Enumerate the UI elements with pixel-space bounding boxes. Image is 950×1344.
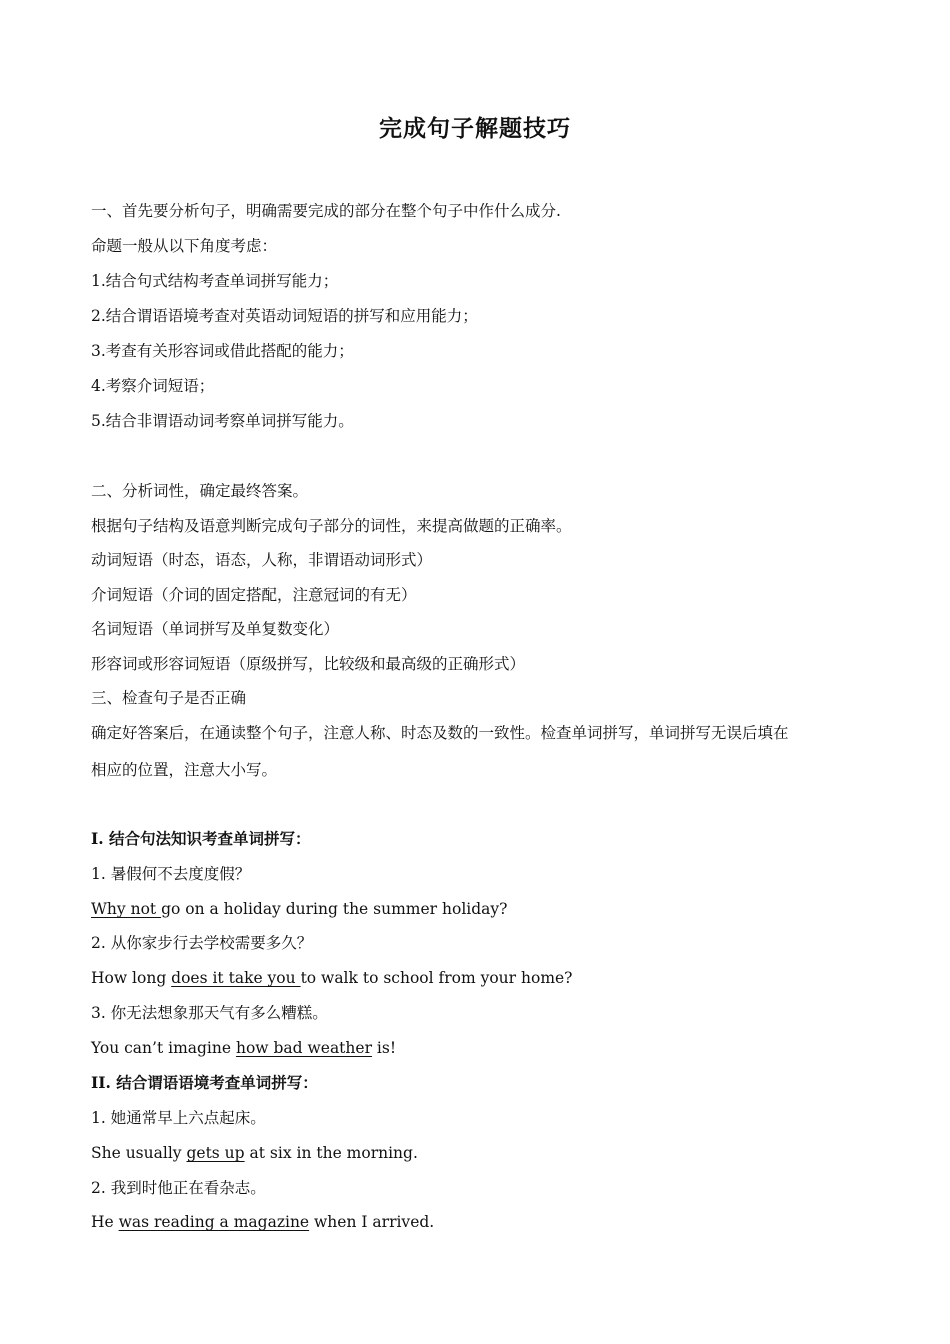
section2-item: 名词短语（单词拼写及单复数变化）	[91, 620, 340, 638]
sentence-suffix: go on a holiday during the summer holiday?	[161, 900, 508, 918]
part1-q3-chinese: 3. 你无法想象那天气有多么糟糕。	[91, 1004, 328, 1022]
sentence-suffix: to walk to school from your home?	[300, 969, 573, 987]
part1-q1-chinese: 1. 暑假何不去度度假？	[91, 865, 251, 883]
section1-item: 2.结合谓语语境考查对英语动词短语的拼写和应用能力；	[91, 307, 478, 325]
sentence-suffix: at six in the morning.	[244, 1144, 418, 1162]
section3-body: 确定好答案后，在通读整个句子，注意人称、时态及数的一致性。检查单词拼写，单词拼写无误后填在	[91, 724, 789, 742]
section2-intro: 根据句子结构及语意判断完成句子部分的词性，来提高做题的正确率。	[91, 517, 572, 535]
answer-underlined: Why not	[91, 900, 162, 918]
page-title: 完成句子解题技巧	[379, 115, 571, 142]
sentence-prefix: She usually	[91, 1144, 187, 1162]
section2-item: 动词短语（时态，语态，人称，非谓语动词形式）	[91, 551, 433, 569]
part2-q1-chinese: 1. 她通常早上六点起床。	[91, 1109, 266, 1127]
part2-q2-chinese: 2. 我到时他正在看杂志。	[91, 1179, 266, 1197]
part1-q2-sentence	[91, 967, 871, 989]
section2-item: 形容词或形容词短语（原级拼写，比较级和最高级的正确形式）	[91, 655, 526, 673]
section1-item: 3.考查有关形容词或借此搭配的能力；	[91, 342, 354, 360]
sentence-prefix: He	[91, 1213, 119, 1231]
section3-heading: 三、检查句子是否正确	[91, 689, 247, 707]
part1-heading: I. 结合句法知识考查单词拼写：	[91, 829, 311, 848]
part1-q3-sentence	[91, 1037, 871, 1059]
part1-q1-sentence	[91, 898, 871, 920]
section1-heading: 一、首先要分析句子，明确需要完成的部分在整个句子中作什么成分.	[91, 202, 561, 220]
part2-q1-sentence	[91, 1142, 871, 1164]
answer-underlined: how bad weather	[235, 1039, 372, 1057]
section1-intro: 命题一般从以下角度考虑：	[91, 237, 278, 255]
section2-item: 介词短语（介词的固定搭配，注意冠词的有无）	[91, 586, 417, 604]
sentence-suffix: is!	[371, 1039, 397, 1057]
section1-item: 1.结合句式结构考查单词拼写能力；	[91, 272, 339, 290]
answer-underlined: was reading a magazine	[118, 1213, 310, 1231]
sentence-prefix: How long	[91, 969, 172, 987]
answer-underlined: does it take you	[171, 969, 301, 987]
section1-item: 4.考察介词短语；	[91, 377, 215, 395]
part2-heading: II. 结合谓语语境考查单词拼写：	[91, 1073, 318, 1092]
section3-body-continued: 相应的位置，注意大小写。	[91, 761, 278, 779]
part1-q2-chinese: 2. 从你家步行去学校需要多久？	[91, 934, 313, 952]
answer-underlined: gets up	[186, 1144, 245, 1162]
section2-heading: 二、分析词性，确定最终答案。	[91, 482, 309, 500]
sentence-suffix: when I arrived.	[309, 1213, 435, 1231]
section1-item: 5.结合非谓语动词考察单词拼写能力。	[91, 412, 354, 430]
sentence-prefix: You can’t imagine	[91, 1039, 236, 1057]
part2-q2-sentence	[91, 1211, 871, 1233]
